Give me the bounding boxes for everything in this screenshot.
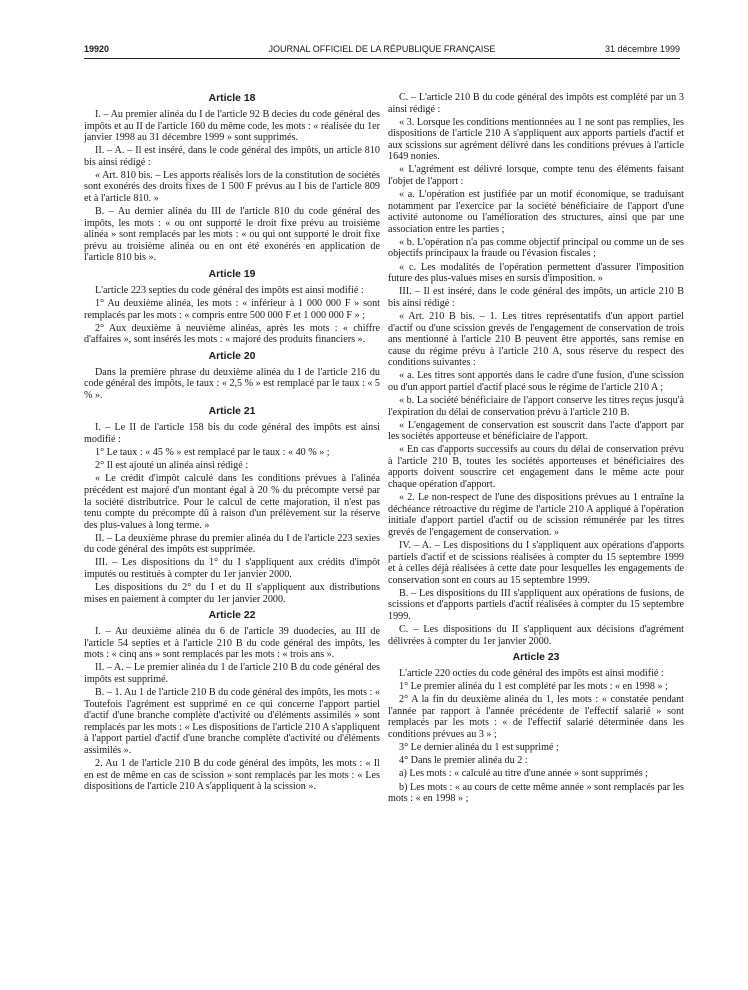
paragraph: « Le crédit d'impôt calculé dans les conditions prévues à l'alinéa précédent est majoré d'un montant égal à 20 % du précompte versé par la société distributrice. Pour le calcul de cette majoration, il n'est pas tenu compte du précompte dû à raison d'un prélèvement sur la réserve des plus-values à long terme. » <box>84 473 380 531</box>
paragraph: « Art. 210 B bis. – 1. Les titres représentatifs d'un apport partiel d'actif ou d'une scission grevés de l'engagement de conservation de trois ans mentionné à l'article 210 B peuvent être apportés, sans remise en cause du régime prévu à l'article 210 A, sous réserve du respect des conditions suivantes : <box>388 311 684 369</box>
paragraph: 2° Il est ajouté un alinéa ainsi rédigé : <box>95 460 249 472</box>
paragraph: C. – Les dispositions du II s'appliquent aux décisions d'agrément délivrées à compter du 1er janvier 2000. <box>388 623 684 647</box>
paragraph: II. – A. – Il est inséré, dans le code général des impôts, un article 810 bis ainsi rédigé : <box>84 145 380 168</box>
paragraph: « En cas d'apports successifs au cours du délai de conservation prévu à l'article 210 B, toutes les sociétés apporteuses et bénéficiaires des apports doivent souscrire cet engagement dans le même acte pour chaque opération d'apport. <box>388 444 684 491</box>
paragraph: II. – A. – Le premier alinéa du 1 de l'article 210 B du code général des impôts est supprimé. <box>84 662 380 685</box>
paragraph: a) Les mots : « calculé au titre d'une année » sont supprimés ; <box>399 768 648 780</box>
paragraph: « 2. Le non-respect de l'une des dispositions prévues au 1 entraîne la déchéance rétroactive du régime de l'article 210 A appliqué à l'opération initiale d'apport partiel d'actif ou de scission rémunérée par les titres grevés de l'engagement de conservation. » <box>388 492 684 538</box>
paragraph: III. – Les dispositions du 1° du I s'appliquent aux crédits d'impôt imputés ou restitués à compter du 1er janvier 2000. <box>84 557 380 580</box>
issue-date: 31 décembre 1999 <box>604 44 680 54</box>
paragraph: « b. La société bénéficiaire de l'apport conserve les titres reçus jusqu'à l'expiration du délai de conservation prévu à l'article 210 B. <box>388 395 684 418</box>
paragraph: « L'agrément est délivré lorsque, compte tenu des éléments faisant l'objet de l'apport : <box>388 164 684 188</box>
article-heading: Article 20 <box>208 350 256 362</box>
paragraph: b) Les mots : « au cours de cette même année » sont remplacés par les mots : « en 1998 » ; <box>388 781 684 805</box>
paragraph: « c. Les modalités de l'opération permettent d'assurer l'imposition future des plus-values mises en sursis d'imposition. » <box>388 261 684 285</box>
page-number: 19920 <box>84 44 110 54</box>
paragraph: « Art. 810 bis. – Les apports réalisés lors de la constitution de sociétés sont exonérés des droits fixes de 1 500 F prévus au I bis de l'article 809 et à l'article 810. » <box>84 169 380 205</box>
paragraph: 2° A la fin du deuxième alinéa du 1, les mots : « constatée pendant l'année par rapport à l'année précédente de l'effectif salarié » sont remplacés par les mots : « de l'effectif salarié déterminée dans les conditions prévues au 3 » ; <box>388 694 684 740</box>
header-rule <box>84 58 680 59</box>
paragraph: I. – Le II de l'article 158 bis du code général des impôts est ainsi modifié : <box>84 422 380 445</box>
paragraph: « b. L'opération n'a pas comme objectif principal ou comme un de ses objectifs principaux la fraude ou l'évasion fiscales ; <box>388 236 684 260</box>
paragraph: 2° Aux deuxième à neuvième alinéas, après les mots : « chiffre d'affaires », sont insérés les mots : « majoré des produits financiers ». <box>84 322 380 346</box>
article-heading: Article 21 <box>208 406 256 418</box>
paragraph: I. – Au deuxième alinéa du 6 de l'article 39 duodecies, au III de l'article 54 septies et à l'article 210 B du code général des impôts, les mots : « cinq ans » sont remplacés par les mots : « trois ans ». <box>84 626 380 661</box>
left-column <box>84 92 380 794</box>
article-heading: Article 22 <box>208 610 256 622</box>
paragraph: 1° Au deuxième alinéa, les mots : « inférieur à 1 000 000 F » sont remplacés par les mots : « compris entre 500 000 F et 1 000 000 F » ; <box>84 298 380 321</box>
paragraph: « 3. Lorsque les conditions mentionnées au 1 ne sont pas remplies, les dispositions de l'article 210 A s'appliquent aux apports partiels d'actif et aux scissions sur agrément délivré dans les conditions prévues à l'article 1649 nonies. <box>388 116 684 163</box>
right-column <box>388 92 684 806</box>
paragraph: II. – La deuxième phrase du premier alinéa du I de l'article 223 sexies du code général des impôts est supprimée. <box>84 532 380 556</box>
paragraph: 1° Le taux : « 45 % » est remplacé par le taux : « 40 % » ; <box>95 447 330 459</box>
paragraph: III. – Il est inséré, dans le code général des impôts, un article 210 B bis ainsi rédigé : <box>388 286 684 309</box>
paragraph: B. – 1. Au 1 de l'article 210 B du code général des impôts, les mots : « Toutefois l'agrément est supprimé en ce qui concerne l'apport partiel d'actif d'une branche complète d'activité ou d'éléments assimilés » sont remplacés par les mots : « Les dispositions de l'article 210 A s'appliquent à l'apport partiel d'actif d'une branche complète d'activité ou d'éléments assimilés ». <box>84 687 380 756</box>
page-header <box>84 44 680 58</box>
paragraph: « a. Les titres sont apportés dans le cadre d'une fusion, d'une scission ou d'un apport partiel d'actif placé sous le régime de l'article 210 A ; <box>388 370 684 393</box>
paragraph: 1° Le premier alinéa du 1 est complété par les mots : « en 1998 » ; <box>399 681 668 693</box>
paragraph: I. – Au premier alinéa du I de l'article 92 B decies du code général des impôts et au II de l'article 160 du même code, les mots : « réalisée du 1er janvier 1998 au 31 décembre 1999 » sont supprimés. <box>84 109 380 144</box>
article-heading: Article 23 <box>512 652 560 664</box>
paragraph: 2. Au 1 de l'article 210 B du code général des impôts, les mots : « Il en est de même en cas de scission » sont remplacés par les mots : « Les dispositions de l'article 210 A s'appliquent à la scission ». <box>84 758 380 793</box>
paragraph: Les dispositions du 2° du I et du II s'appliquent aux distributions mises en paiement à compter du 1er janvier 2000. <box>84 582 380 605</box>
paragraph: Dans la première phrase du deuxième alinéa du I de l'article 216 du code général des impôts, le taux : « 2,5 % » est remplacé par le taux : « 5 % ». <box>84 366 380 401</box>
paragraph: L'article 223 septies du code général des impôts est ainsi modifié : <box>95 284 364 296</box>
paragraph: C. – L'article 210 B du code général des impôts est complété par un 3 ainsi rédigé : <box>388 92 684 115</box>
paragraph: B. – Au dernier alinéa du III de l'article 810 du code général des impôts, les mots : « ou ont supporté le droit fixe prévu au troisième alinéa » sont remplacés par les mots : « ou qui ont supporté le droit fixe prévu au troisième alinéa ou en ont été exonérés en application de l'article 810 bis ». <box>84 206 380 264</box>
paragraph: 3° Le dernier alinéa du 1 est supprimé ; <box>399 742 559 754</box>
article-heading: Article 18 <box>208 93 256 104</box>
paragraph: « L'engagement de conservation est souscrit dans l'acte d'apport par les sociétés apporteuse et bénéficiaire de l'apport. <box>388 419 684 443</box>
paragraph: 4° Dans le premier alinéa du 2 : <box>399 755 528 767</box>
article-heading: Article 19 <box>208 268 256 280</box>
paragraph: IV. – A. – Les dispositions du I s'appliquent aux opérations d'apports partiels d'actif et de scissions réalisées à compter du 15 septembre 1999 et à celles déjà réalisées à cette date pour lesquelles les engagements de conservation sont en cours au 15 septembre 1999. <box>388 539 684 586</box>
journal-title: JOURNAL OFFICIEL DE LA RÉPUBLIQUE FRANÇAISE <box>268 44 496 54</box>
paragraph: « a. L'opération est justifiée par un motif économique, se traduisant notamment par l'exercice par la société bénéficiaire de l'apport d'une activité autonome ou l'amélioration des structures, ainsi que par une association entre les parties ; <box>388 189 684 235</box>
paragraph: L'article 220 octies du code général des impôts est ainsi modifié : <box>399 668 664 680</box>
paragraph: B. – Les dispositions du III s'appliquent aux opérations de fusions, de scissions et d'apports partiels d'actif réalisées à compter du 15 septembre 1999. <box>388 587 684 622</box>
